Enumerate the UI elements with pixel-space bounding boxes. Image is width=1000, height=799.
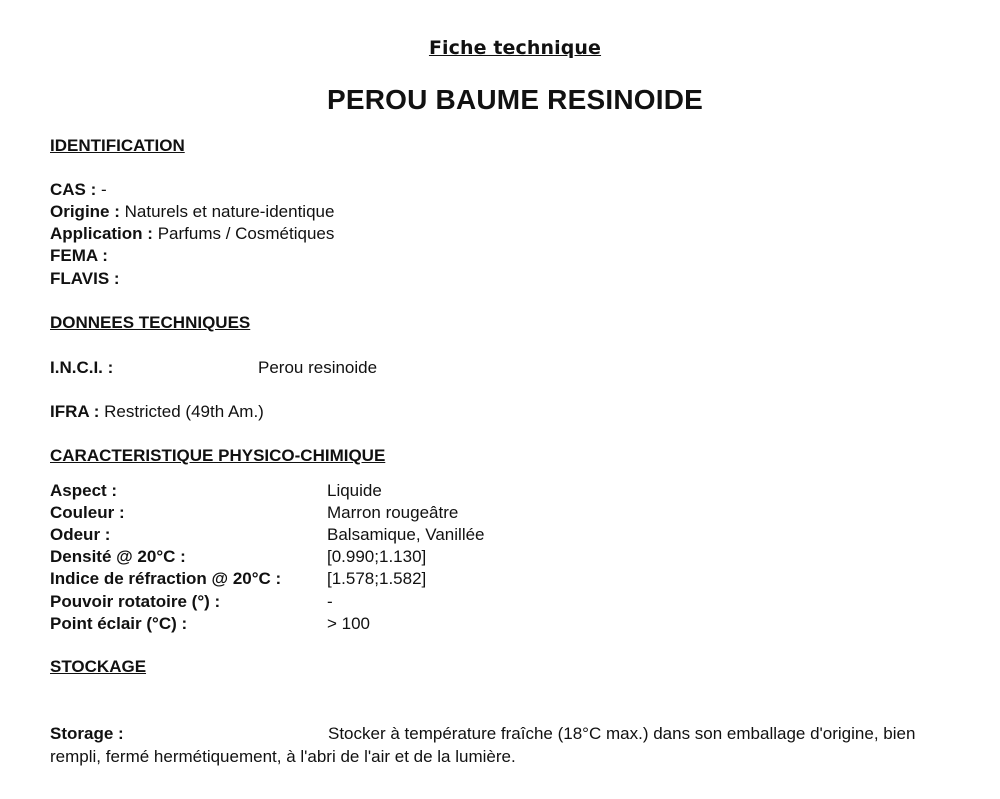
flavis-label: FLAVIS :	[50, 269, 120, 288]
section-heading-donnees-techniques: DONNEES TECHNIQUES	[50, 313, 251, 332]
inci-label: I.N.C.I. :	[50, 358, 114, 377]
ifra-label: IFRA :	[50, 402, 100, 421]
application-row	[50, 223, 334, 245]
physico-label: Pouvoir rotatoire (°) :	[50, 592, 221, 611]
physico-row	[50, 480, 550, 502]
physico-value: -	[327, 592, 333, 611]
cas-value: -	[101, 180, 107, 199]
physico-value: Marron rougeâtre	[327, 503, 459, 522]
physico-row	[50, 546, 550, 568]
application-label: Application :	[50, 224, 153, 243]
section-heading-identification: IDENTIFICATION	[50, 136, 185, 155]
section-heading-stockage: STOCKAGE	[50, 657, 147, 676]
physico-row	[50, 613, 550, 635]
physico-value: > 100	[327, 614, 371, 633]
inci-row	[50, 357, 450, 379]
physico-value: [1.578;1.582]	[327, 569, 427, 588]
storage-label: Storage :	[50, 724, 124, 743]
inci-value: Perou resinoide	[258, 358, 378, 377]
fema-label: FEMA :	[50, 246, 108, 265]
flavis-row	[50, 268, 120, 290]
origine-value: Naturels et nature-identique	[124, 202, 335, 221]
origine-row	[50, 201, 334, 223]
physico-row	[50, 524, 550, 546]
physico-row	[50, 568, 550, 590]
document-title: Fiche technique	[428, 37, 602, 59]
physico-label: Couleur :	[50, 503, 125, 522]
section-heading-physico-chimique: CARACTERISTIQUE PHYSICO-CHIMIQUE	[50, 446, 386, 465]
origine-label: Origine :	[50, 202, 120, 221]
ifra-row	[50, 401, 264, 423]
physico-row	[50, 591, 550, 613]
product-name: PEROU BAUME RESINOIDE	[326, 84, 704, 115]
storage-value: Stocker à température fraîche (18°C max.) dans son emballage d'origine, bien rempli, fermé hermétiquement, à l'abri de l'air et de la lumière.	[50, 724, 916, 766]
physico-row	[50, 502, 550, 524]
physico-value: Liquide	[327, 481, 382, 500]
application-value: Parfums / Cosmétiques	[157, 224, 335, 243]
cas-row	[50, 179, 107, 201]
physico-label: Point éclair (°C) :	[50, 614, 188, 633]
physico-label: Densité @ 20°C :	[50, 547, 186, 566]
physico-label: Indice de réfraction @ 20°C :	[50, 569, 282, 588]
fema-row	[50, 245, 108, 267]
physico-label: Odeur :	[50, 525, 111, 544]
physico-label: Aspect :	[50, 481, 118, 500]
physico-value: Balsamique, Vanillée	[327, 525, 485, 544]
ifra-value: Restricted (49th Am.)	[104, 402, 264, 421]
cas-label: CAS :	[50, 180, 97, 199]
physico-value: [0.990;1.130]	[327, 547, 427, 566]
